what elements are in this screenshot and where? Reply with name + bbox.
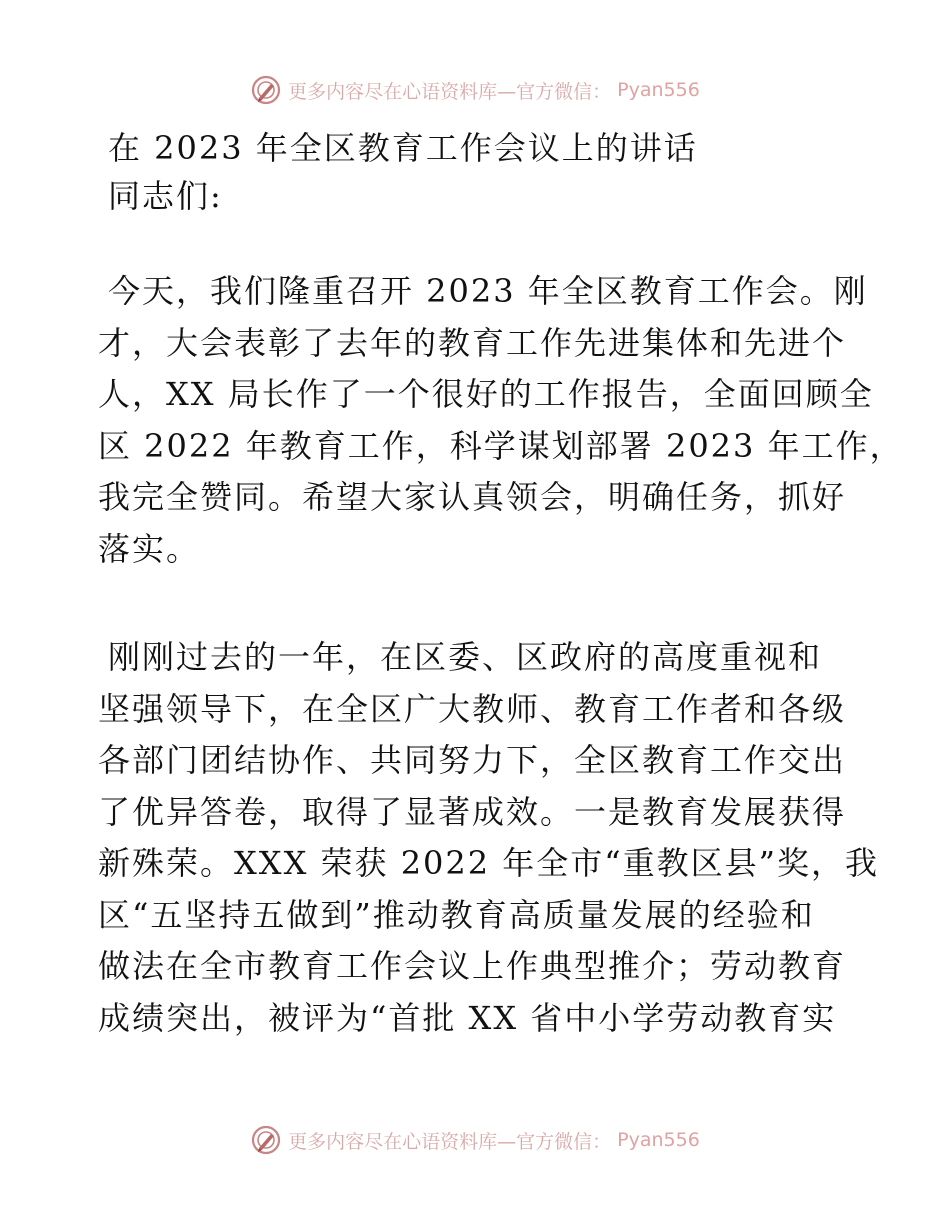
document-title: 在 2023 年全区教育工作会议上的讲话	[108, 129, 698, 167]
text-line: 刚刚过去的一年，在区委、区政府的高度重视和	[108, 638, 823, 676]
paragraph-opening	[98, 266, 904, 575]
watermark-text: 更多内容尽在心语资料库—官方微信：	[288, 80, 612, 103]
pen-logo-icon	[250, 1124, 282, 1156]
text-line: 今天，我们隆重召开 2023 年全区教育工作会。刚	[108, 272, 868, 310]
text-line: 落实。	[98, 529, 201, 568]
footer-watermark	[0, 1120, 950, 1160]
text-line: 新殊荣。XXX 荣获 2022 年全市“重教区县”奖，我	[98, 844, 880, 882]
text-line: 做法在全市教育工作会议上作典型推介；劳动教育	[98, 947, 847, 985]
text-line: 才，大会表彰了去年的教育工作先进集体和先进个	[98, 323, 847, 362]
header-watermark	[0, 70, 950, 110]
text-line: 区“五坚持五做到”推动教育高质量发展的经验和	[98, 895, 815, 934]
watermark-wechat-id: Pyan556	[617, 1129, 700, 1151]
paragraph-review	[98, 632, 880, 1044]
text-line: 区 2022 年教育工作，科学谋划部署 2023 年工作，	[98, 426, 904, 465]
text-line: 各部门团结协作、共同努力下，全区教育工作交出	[98, 741, 847, 779]
text-line: 我完全赞同。希望大家认真领会，明确任务，抓好	[98, 478, 847, 516]
text-line: 坚强领导下，在全区广大教师、教育工作者和各级	[98, 689, 847, 728]
pen-logo-icon	[250, 74, 282, 106]
text-line: 成绩突出，被评为“首批 XX 省中小学劳动教育实	[98, 998, 837, 1037]
text-line: 了优异答卷，取得了显著成效。一是教育发展获得	[98, 792, 847, 831]
salutation: 同志们:	[108, 177, 223, 215]
text-line: 人，XX 局长作了一个很好的工作报告，全面回顾全	[98, 375, 874, 413]
watermark-text: 更多内容尽在心语资料库—官方微信：	[288, 1130, 612, 1153]
watermark-wechat-id: Pyan556	[617, 79, 700, 101]
